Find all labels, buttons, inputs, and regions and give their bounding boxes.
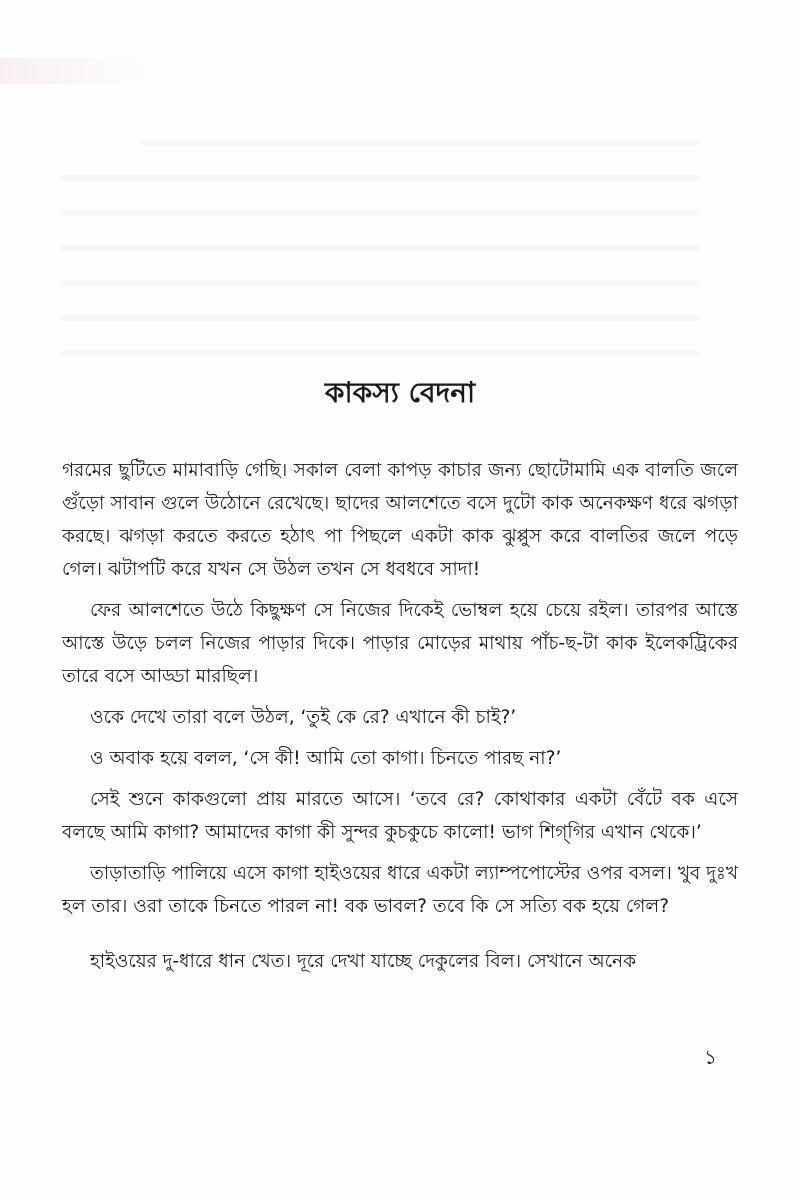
story-paragraph: ও অবাক হয়ে বলল, ‘সে কী! আমি তো কাগা। চিনতে পারছ না?’ [90, 748, 562, 769]
story-paragraph: তাড়াতাড়ি পালিয়ে এসে কাগা হাইওয়ের ধারে একটা ল্যাম্পপোস্টের ওপর বসল। খুব দুঃখ হল তার। ওরা তাকে চিনতে পারল না! বক ভাবল? তবে কি সে সত্যি বক হয়ে গেল? [62, 863, 738, 917]
show-through-line [60, 210, 700, 216]
story-body [62, 454, 738, 986]
show-through-line [140, 140, 700, 146]
show-through-line [60, 280, 700, 286]
show-through-line [60, 175, 700, 181]
story-paragraph: ওকে দেখে তারা বলে উঠল, ‘তুই কে রে? এখানে কী চাই?’ [90, 707, 517, 728]
story-paragraph: ফের আলশেতে উঠে কিছুক্ষণ সে নিজের দিকেই ভোম্বল হয়ে চেয়ে রইল। তারপর আস্তে আস্তে উড়ে চলল নিজের পাড়ার দিকে। পাড়ার মোড়ের মাথায় পাঁচ-ছ-টা কাক ইলেকট্রিকের তারে বসে আড্ডা মারছিল। [62, 600, 738, 687]
print-bleed-mark [0, 58, 160, 84]
story-title: কাকস্য বেদনা [324, 376, 476, 409]
story-paragraph: গরমের ছুটিতে মামাবাড়ি গেছি। সকাল বেলা কাপড় কাচার জন্য ছোটোমামি এক বালতি জলে গুঁড়ো সাবান গুলে উঠোনে রেখেছে। ছাদের আলশেতে বসে দুটো কাক অনেকক্ষণ ধরে ঝগড়া করছে। ঝগড়া করতে করতে হঠাৎ পা পিছলে একটা কাক ঝুপ্পুস করে বালতির জলে পড়ে গেল। ঝটাপটি করে যখন সে উঠল তখন সে ধবধবে সাদা! [62, 460, 738, 580]
show-through-line [60, 245, 700, 251]
show-through-line [60, 350, 700, 356]
show-through-line [60, 315, 700, 321]
story-paragraph: হাইওয়ের দু-ধারে ধান খেত। দূরে দেখা যাচ্ছে দেকুলের বিল। সেখানে অনেক [90, 951, 637, 972]
story-paragraph: সেই শুনে কাকগুলো প্রায় মারতে আসে। ‘তবে রে? কোথাকার একটা বেঁটে বক এসে বলছে আমি কাগা? আমাদের কাগা কী সুন্দর কুচকুচে কালো! ভাগ শিগ্‌গির এখান থেকে।’ [62, 789, 738, 843]
page-number: ১ [704, 1045, 717, 1069]
